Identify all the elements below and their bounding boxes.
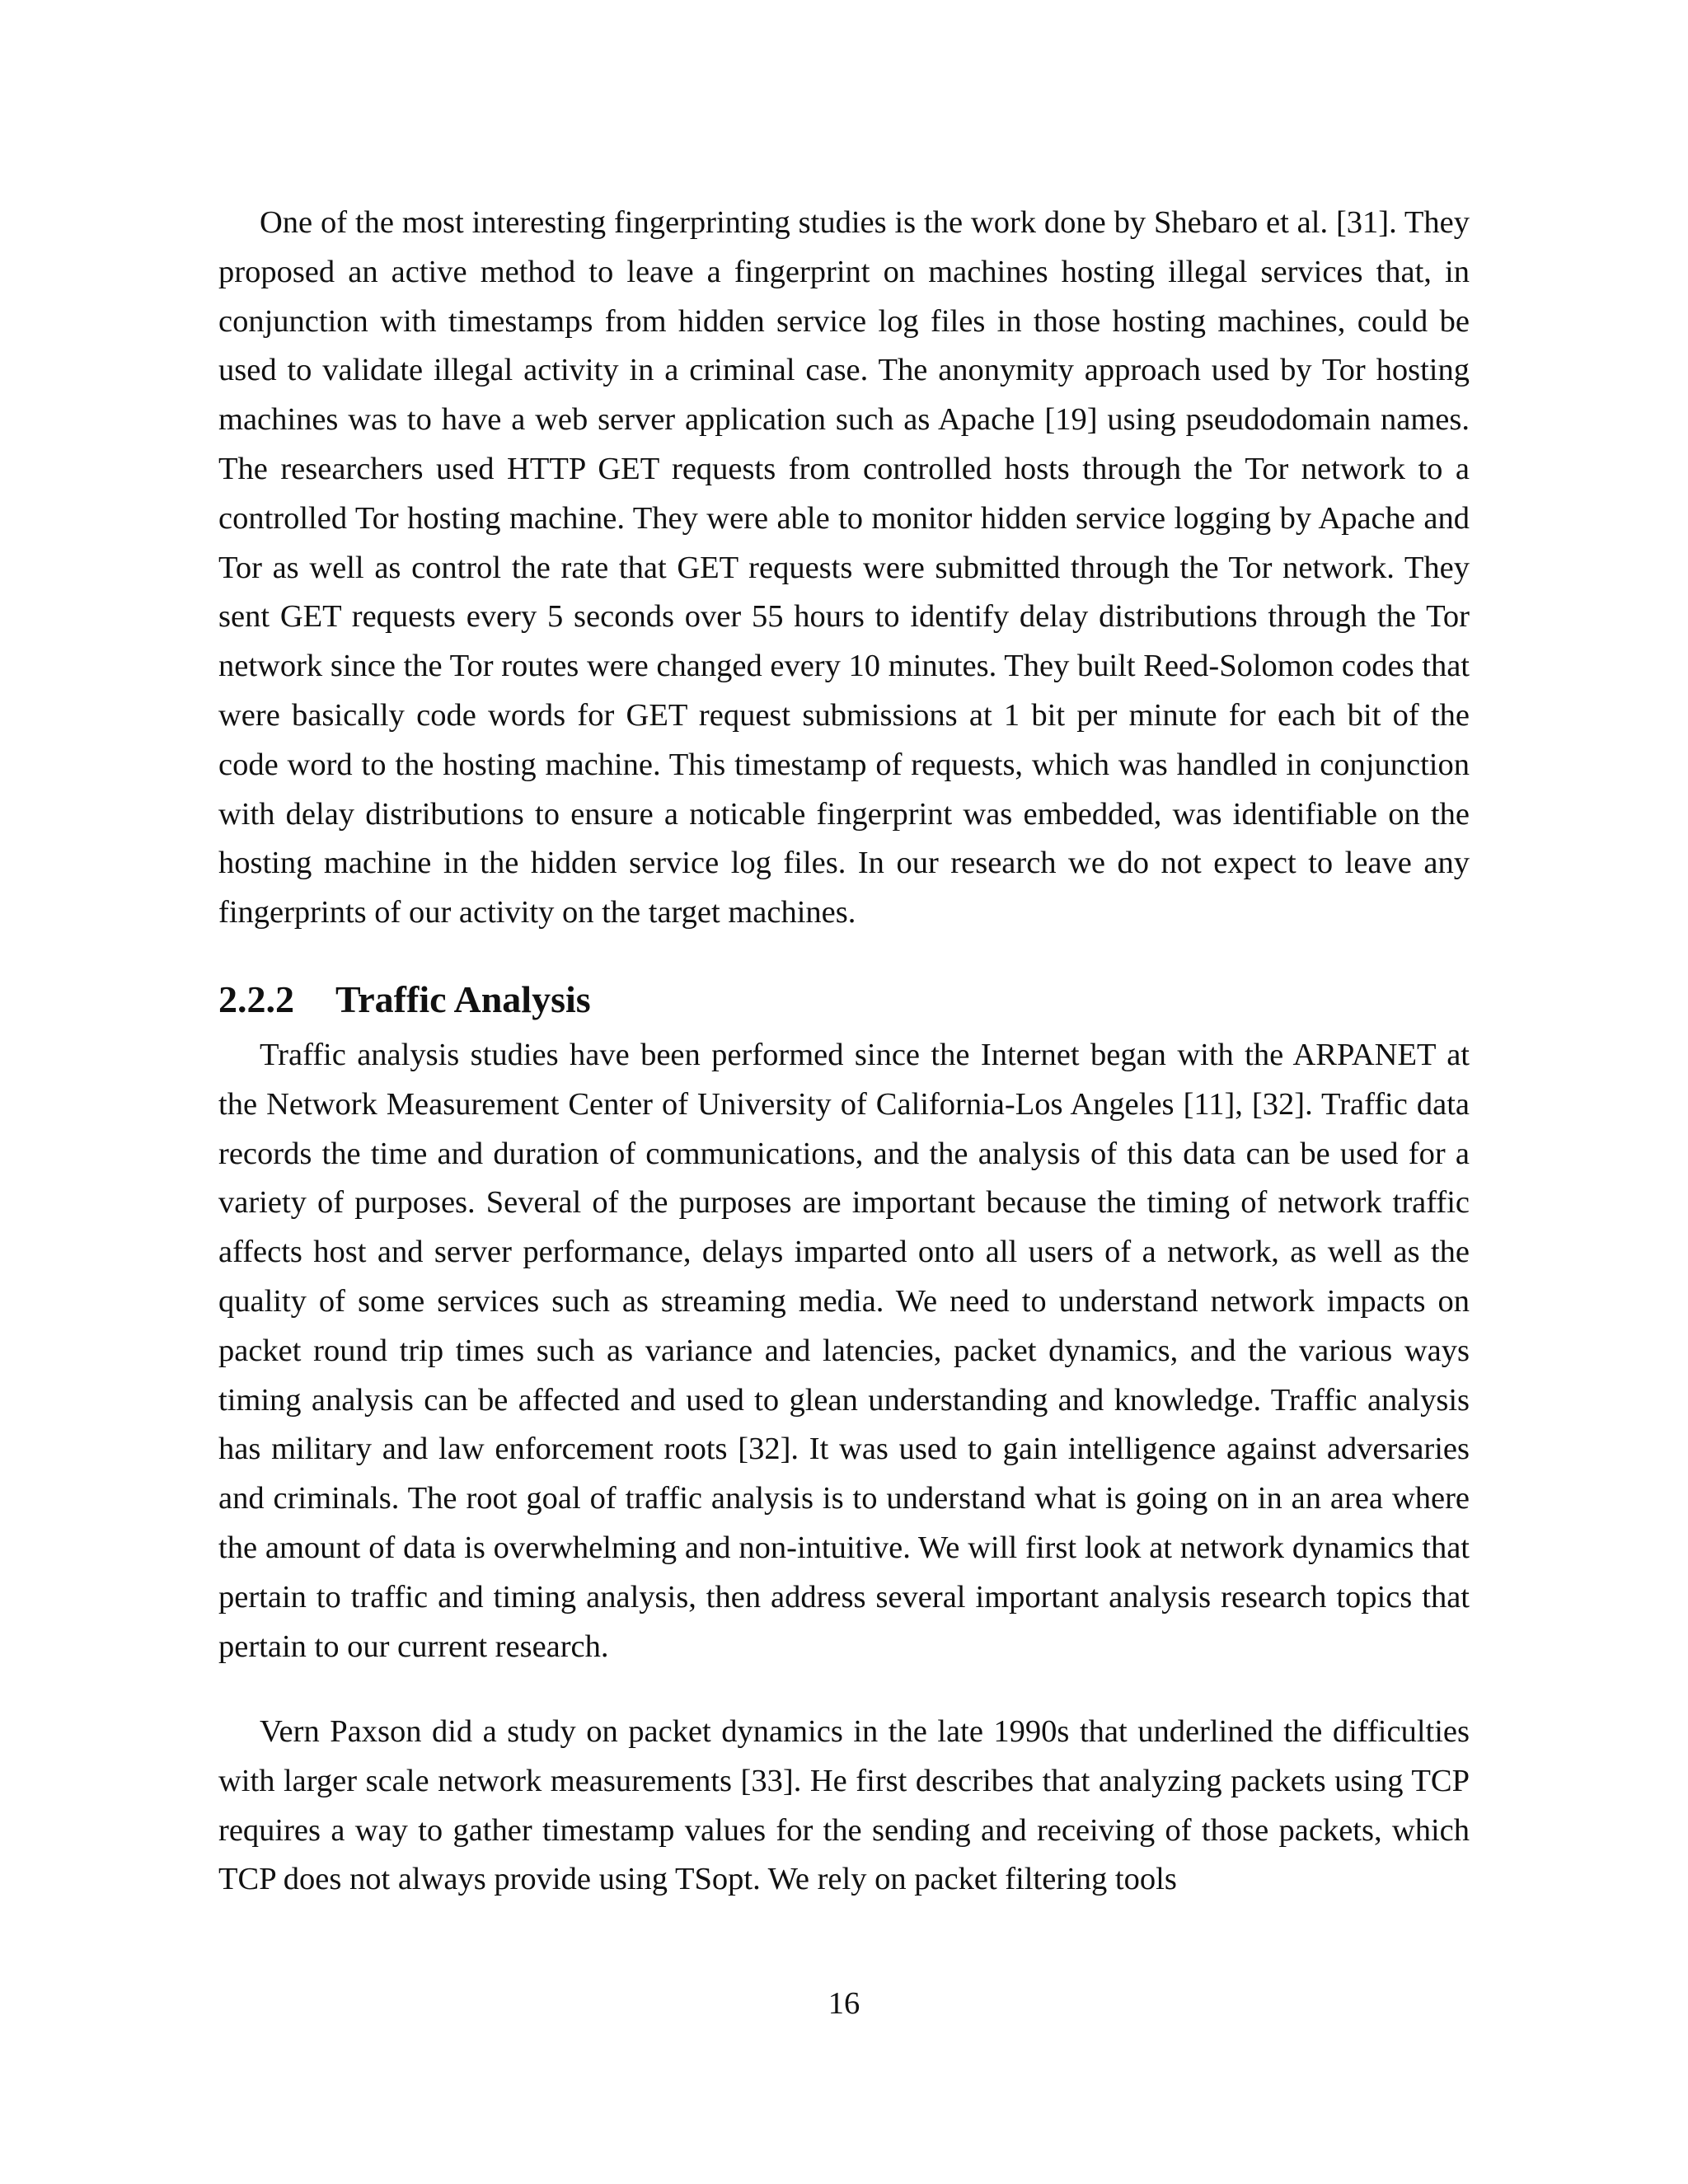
page-number: 16 (828, 1986, 860, 2021)
section-number: 2.2.2 (218, 978, 294, 1020)
paragraph-traffic-analysis: Traffic analysis studies have been performed since the Internet began with the ARPANET at the Network Measurement Center of University of California-Los Angeles [11], [32]. Traffic data records the time and duration of communications, and the analysis of this data can be used for a variety of purposes. Several of the purposes are important because the timing of network traffic affects host and server performance, delays imparted onto all users of a network, as well as the quality of some services such as streaming media. We need to understand network impacts on packet round trip times such as variance and latencies, packet dynamics, and the various ways timing analysis can be affected and used to glean understanding and knowledge. Traffic analysis has military and law enforcement roots [32]. It was used to gain intelligence against adversaries and criminals. The root goal of traffic analysis is to understand what is going on in an area where the amount of data is overwhelming and non-intuitive. We will first look at network dynamics that pertain to traffic and timing analysis, then address several important analysis research topics that pertain to our current research. (218, 1038, 1470, 1664)
section-heading (218, 975, 591, 1024)
section-title: Traffic Analysis (335, 978, 591, 1020)
paragraph-fingerprinting-study: One of the most interesting fingerprinting studies is the work done by Shebaro et al. [31]. They proposed an active method to leave a fingerprint on machines hosting illegal services that, in conjunction with timestamps from hidden service log files in those hosting machines, could be used to validate illegal activity in a criminal case. The anonymity approach used by Tor hosting machines was to have a web server application such as Apache [19] using pseudodomain names. The researchers used HTTP GET requests from controlled hosts through the Tor network to a controlled Tor hosting machine. They were able to monitor hidden service logging by Apache and Tor as well as control the rate that GET requests were submitted through the Tor network. They sent GET requests every 5 seconds over 55 hours to identify delay distributions through the Tor network since the Tor routes were changed every 10 minutes. They built Reed-Solomon codes that were basically code words for GET request submissions at 1 bit per minute for each bit of the code word to the hosting machine. This timestamp of requests, which was handled in conjunction with delay distributions to ensure a noticable fingerprint was embedded, was identifiable on the hosting machine in the hidden service log files. In our research we do not expect to leave any fingerprints of our activity on the target machines. (218, 205, 1470, 930)
paragraph-paxson-study: Vern Paxson did a study on packet dynamics in the late 1990s that underlined the difficulties with larger scale network measurements [33]. He first describes that analyzing packets using TCP requires a way to gather timestamp values for the sending and receiving of those packets, which TCP does not always provide using TSopt. We rely on packet filtering tools (218, 1714, 1470, 1897)
